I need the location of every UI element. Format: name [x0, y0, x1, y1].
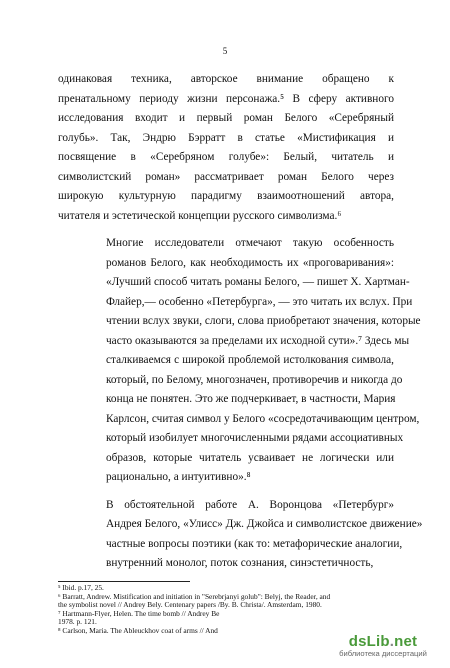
text-line: широкую культурную парадигму взаимоотношений автора, — [58, 190, 394, 202]
text-line: который, по Белому, многозначен, противоречив и никогда до — [106, 373, 403, 386]
footnotes — [58, 584, 398, 636]
text-line: чтении вслух звуки, слоги, слова приобретают значения, которые — [106, 315, 421, 327]
text-line: внутренний монолог, поток сознания, синэстетичность, — [106, 557, 374, 569]
text-line: рационально, а интуитивно».⁸ — [106, 471, 251, 483]
text-line: голубь». Так, Эндрю Бэрратт в статье «Мистификация и — [58, 131, 394, 144]
footnote-line: ⁷ Hartmann-Flyer, Helen. The time bomb // Andrey Be — [58, 609, 220, 618]
watermark-logo — [324, 633, 442, 650]
text-line: символистский роман» рассматривает роман Белого через — [58, 170, 394, 183]
text-line: частные вопросы поэтики (как то: метафорические аналогии, — [106, 537, 403, 550]
page-number: 5 — [222, 46, 228, 56]
paragraph — [58, 70, 394, 226]
paragraph-gap — [58, 226, 394, 234]
text-line: романов Белого, как необходимость их «проговаривания»: — [106, 256, 394, 269]
footnote-separator — [58, 581, 190, 582]
text-line: исследования входит и первый роман Белого «Серебряный — [58, 112, 394, 124]
paragraph-gap — [58, 488, 394, 496]
footnote-line: ⁸ Carlson, Maria. The Ableuckhov coat of arms // And — [58, 626, 218, 635]
text-line: который изобилует многочисленными рядами ассоциативных — [106, 432, 404, 444]
text-line: читателя и эстетической концепции русского символизма.⁶ — [58, 209, 342, 222]
text-line: В обстоятельной работе А. Воронцова «Петербург» — [106, 498, 394, 511]
watermark-dot: . — [389, 633, 395, 650]
footnote-line: ⁶ Barratt, Andrew. Mistification and initiation in "Serebrjanyi golub": Belyj, the Reader, and — [58, 592, 331, 601]
text-line: Карлсон, считая символ у Белого «сосредотачивающим центром, — [106, 412, 420, 425]
text-line: Флайер,— особенно «Петербурга», — это читать их вслух. При — [106, 295, 413, 308]
paragraph — [58, 496, 423, 574]
text-line: посвящение в «Серебряном голубе»: Белый, читатель и — [58, 151, 394, 163]
text-line: сталкиваемся с широкой проблемой истолкования символа, — [106, 354, 394, 366]
text-line: «Лучший способ читать романы Белого, — пишет Х. Хартман- — [106, 276, 410, 288]
text-line: одинаковая техника, авторское внимание обращено к — [58, 73, 394, 85]
watermark-brand: dsLib — [348, 633, 390, 650]
watermark — [324, 633, 442, 658]
watermark-tld: net — [394, 633, 418, 650]
footnote-line: ⁵ Ibid. p.17, 25. — [58, 584, 104, 592]
body-text — [58, 70, 423, 574]
footnote-line: 1978. p. 121. — [58, 618, 97, 627]
text-line: образов, которые читатель усваивает не логически или — [106, 451, 394, 464]
text-line: Андрея Белого, «Улисс» Дж. Джойса и символистское движение» — [106, 518, 423, 530]
text-line: пренатальному периоду жизни персонажа.⁵ В сферу активного — [58, 92, 394, 105]
text-line: конца не понятен. Это же подчеркивает, в частности, Мария — [106, 393, 396, 405]
paragraph — [58, 234, 421, 488]
footnote-line: the symbolist novel // Andrey Bely. Centenary papers /By. B. Christa/. Amsterdam, 1980. — [58, 601, 322, 610]
text-line: Многие исследователи отмечают такую особенность — [106, 237, 394, 249]
text-line: часто оказываются за пределами их исходной сути».⁷ Здесь мы — [106, 334, 410, 347]
watermark-subtitle: библиотека диссертаций — [339, 649, 427, 658]
